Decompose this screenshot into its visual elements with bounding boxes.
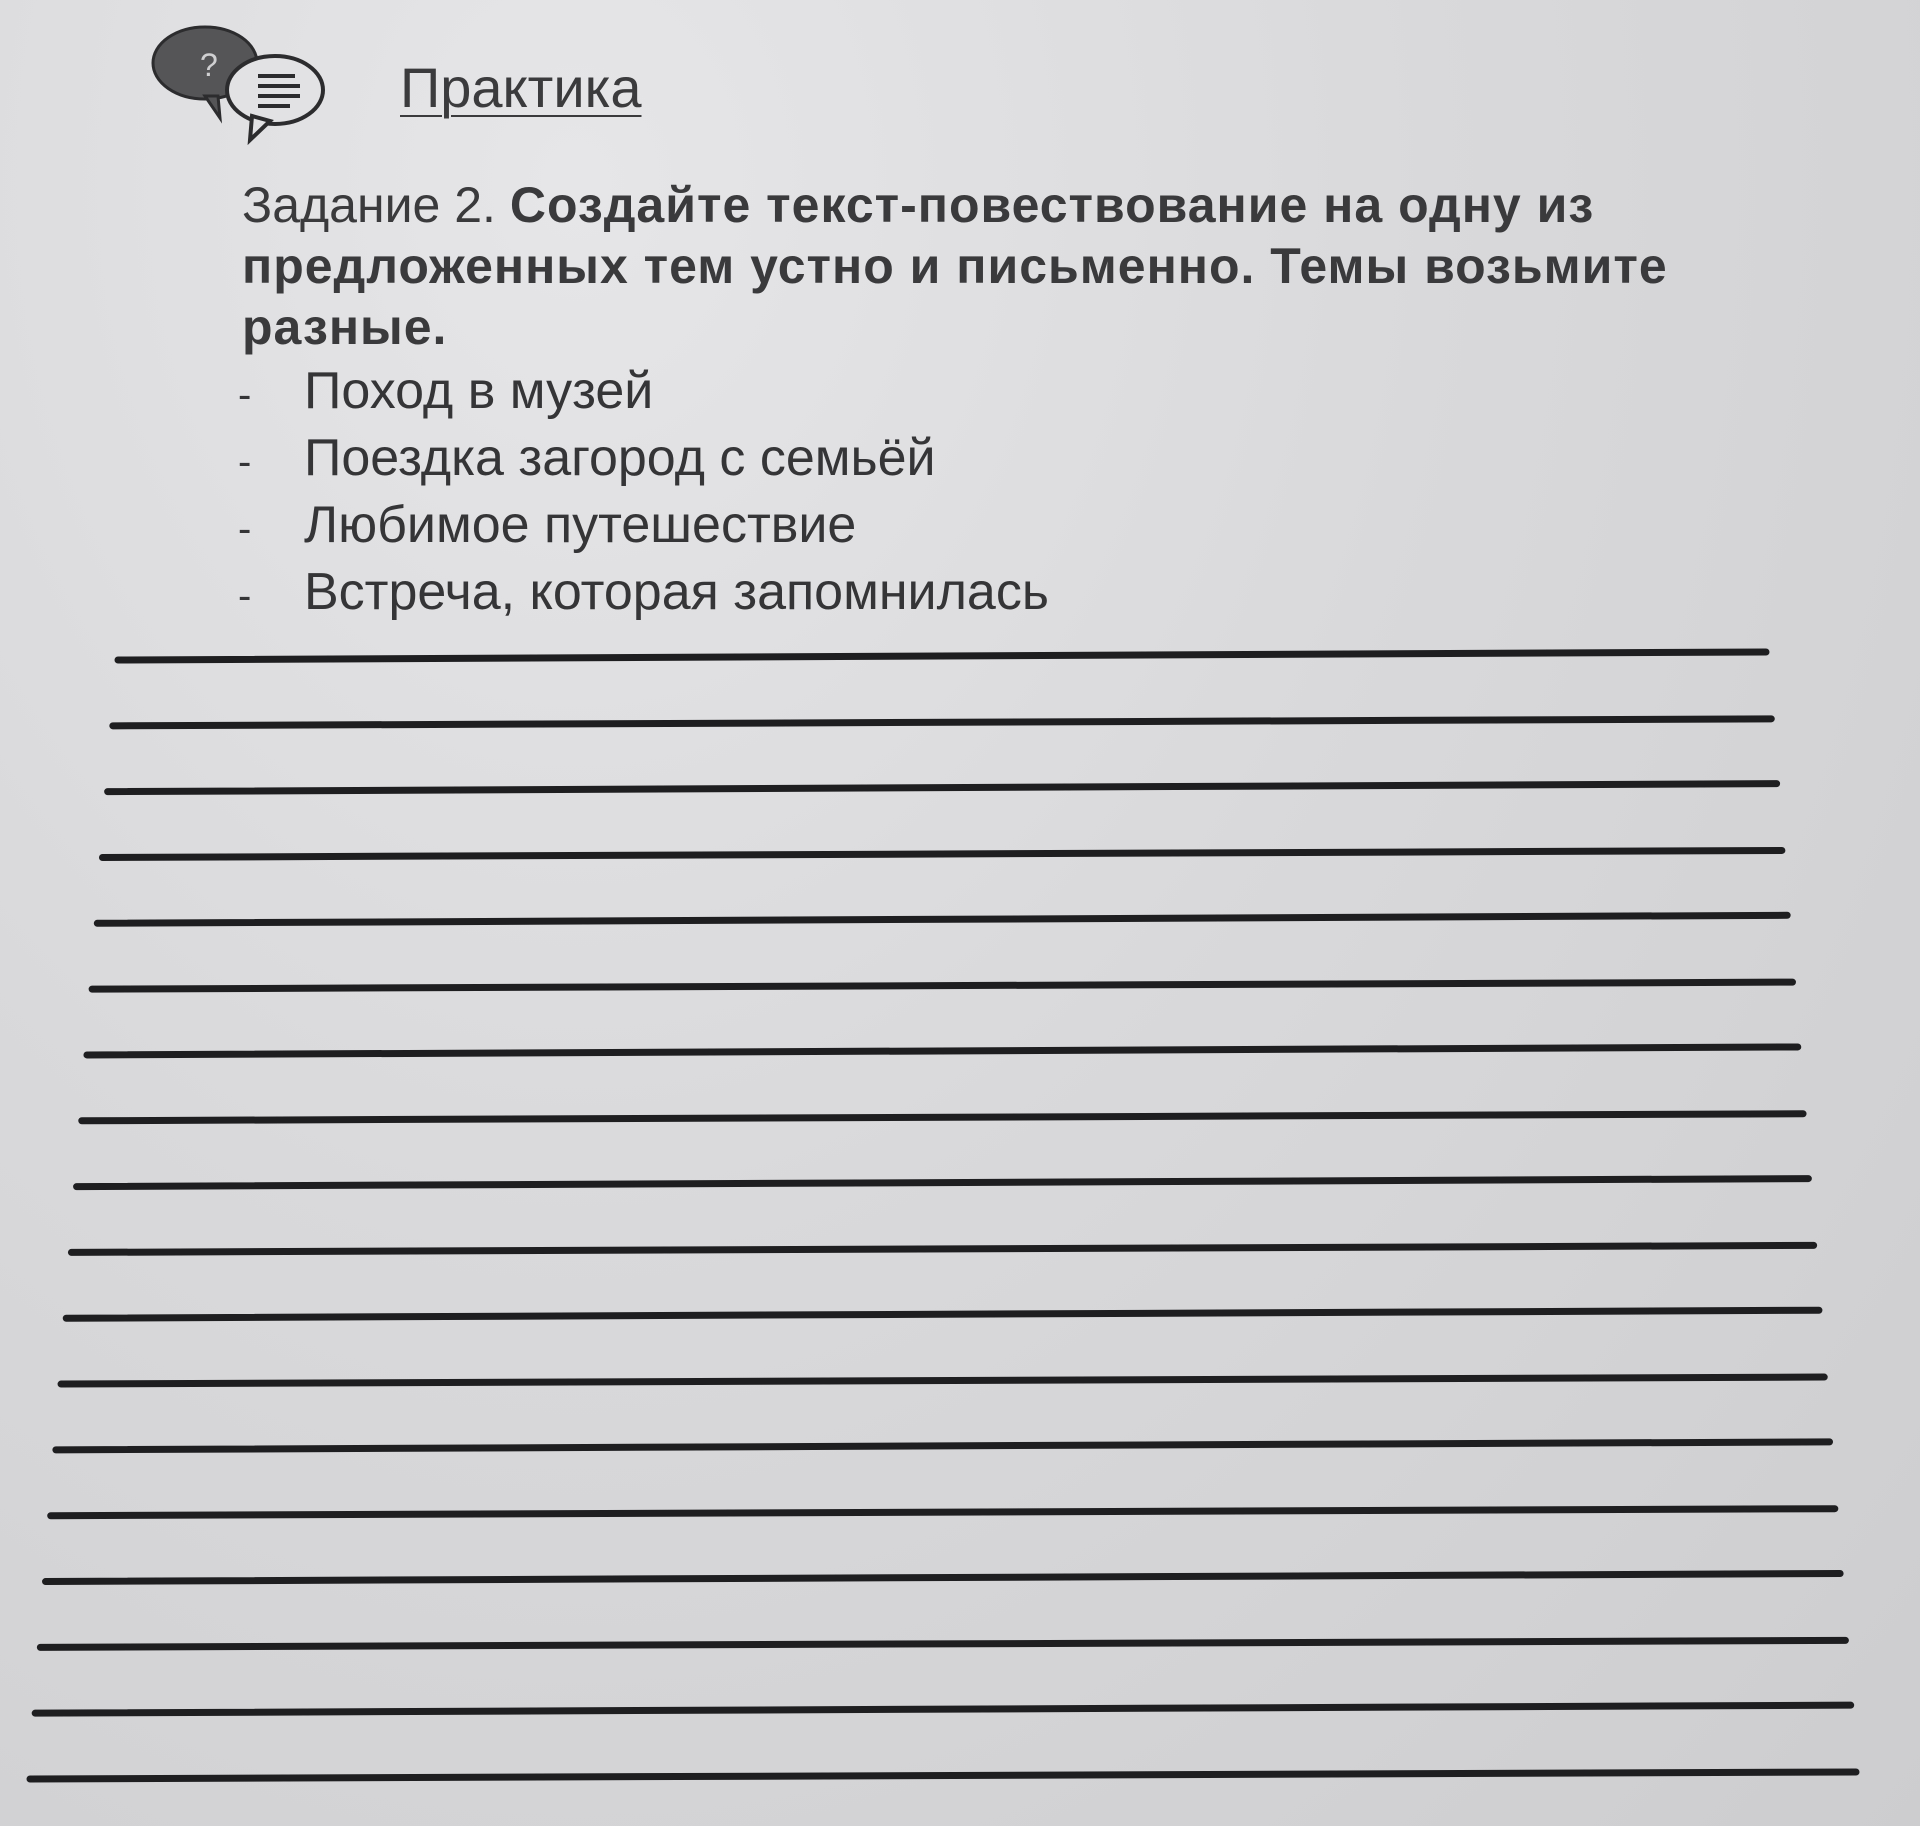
topic-text: Поход в музей	[304, 362, 654, 420]
writing-line[interactable]	[56, 1442, 1830, 1450]
writing-line[interactable]	[71, 1245, 1813, 1252]
writing-line[interactable]	[77, 1179, 1809, 1187]
svg-text:?: ?	[200, 47, 218, 83]
topic-text: Любимое путешествие	[304, 496, 857, 554]
topic-text: Поездка загород с семьёй	[304, 429, 936, 487]
writing-line[interactable]	[87, 1047, 1798, 1055]
writing-line[interactable]	[118, 652, 1766, 660]
list-dash: -	[238, 507, 252, 551]
list-dash: -	[238, 574, 252, 618]
writing-line[interactable]	[66, 1310, 1819, 1318]
writing-line[interactable]	[40, 1640, 1845, 1647]
task-label: Задание 2.	[242, 177, 496, 233]
writing-line[interactable]	[82, 1114, 1803, 1121]
task-text: Создайте текст-повествование на одну из предложенных тем устно и письменно. Темы возьмите разные.	[242, 177, 1668, 355]
writing-line[interactable]	[30, 1772, 1856, 1779]
writing-line[interactable]	[92, 982, 1792, 989]
writing-line[interactable]	[102, 850, 1781, 857]
writing-line[interactable]	[97, 915, 1787, 923]
writing-line[interactable]	[108, 784, 1777, 792]
writing-line[interactable]	[35, 1705, 1851, 1713]
writing-line[interactable]	[51, 1509, 1835, 1516]
writing-line[interactable]	[113, 719, 1771, 726]
list-dash: -	[238, 373, 252, 417]
writing-line[interactable]	[46, 1574, 1841, 1582]
topic-text: Встреча, которая запомнилась	[304, 563, 1049, 621]
list-dash: -	[238, 440, 252, 484]
section-title: Практика	[400, 56, 642, 119]
writing-line[interactable]	[61, 1377, 1824, 1384]
